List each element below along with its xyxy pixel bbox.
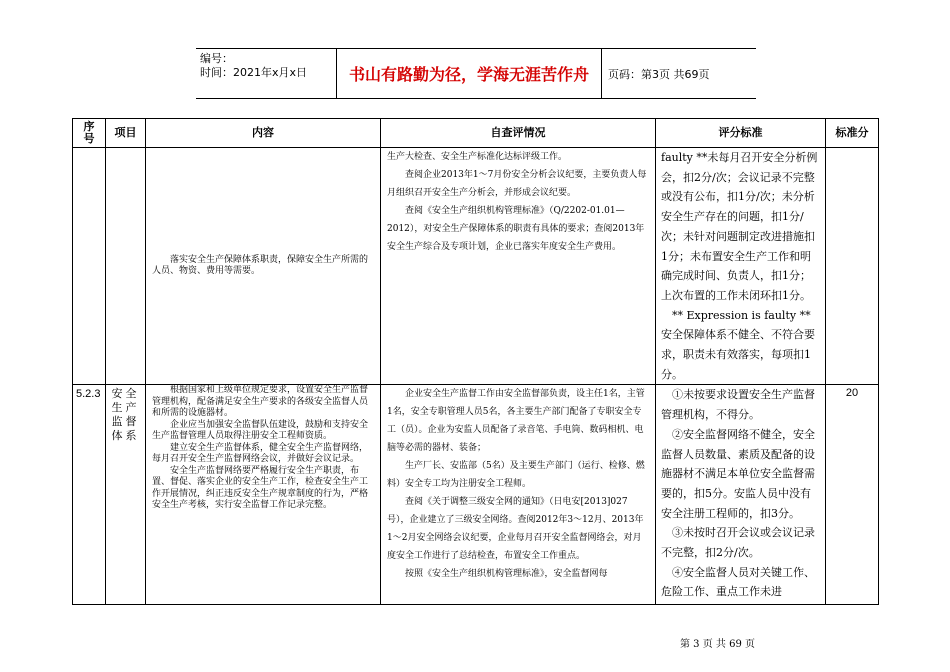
col-header-sn: 序号 xyxy=(73,119,106,148)
content-cell xyxy=(146,148,381,385)
std-cell xyxy=(656,385,826,605)
content-text: 企业应当加强安全监督队伍建设，鼓励和支持安全生产监督管理人员取得注册安全工程师资质。 xyxy=(152,419,369,442)
time-label: 时间：2021年x月x日 xyxy=(200,66,308,79)
check-text: 生产厂长、安监部（5名）及主要生产部门（运行、检修、燃料）安全专工均为注册安全工程师。 xyxy=(387,461,645,490)
content-text: 安全生产监督网络要严格履行安全生产职责，布置、督促、落实企业的安全生产工作，检查安全生产工作开展情况，纠正违反安全生产规章制度的行为，严格安全生产考核，实行安全监督工作记录完整。 xyxy=(152,465,369,511)
header-motto: 书山有路勤为径，学海无涯苦作舟 xyxy=(336,49,602,98)
item-cell: 安全生产监督体系 xyxy=(106,385,146,605)
header-page-label: 页码：第3页 共69页 xyxy=(608,67,710,81)
page-header xyxy=(196,48,756,99)
table-row xyxy=(73,385,879,605)
content-text: 根据国家和上级单位规定要求，设置安全生产监督管理机构，配备满足安全生产要求的各级安全监督人员和所需的设施器材。 xyxy=(152,385,369,419)
header-meta xyxy=(196,49,336,98)
sn-cell: 5.2.3 xyxy=(73,385,106,605)
check-cell xyxy=(381,148,656,385)
table-row xyxy=(73,148,879,385)
col-header-std: 评分标准 xyxy=(656,119,826,148)
sn-cell xyxy=(73,148,106,385)
col-header-content: 内容 xyxy=(146,119,381,148)
check-text: 生产大检查、安全生产标准化达标评级工作。 xyxy=(387,152,568,162)
col-header-item: 项目 xyxy=(106,119,146,148)
col-header-score: 标准分 xyxy=(826,119,879,148)
score-cell: 20 xyxy=(826,385,879,605)
evaluation-table xyxy=(72,118,879,605)
std-cell xyxy=(656,148,826,385)
table-header-row xyxy=(73,119,879,148)
content-cell xyxy=(146,385,381,605)
std-text: ②安全监督网络不健全，安全监督人员数量、素质及配备的设施器材不满足本单位安全监督需要的，扣5分。安监人员中没有安全注册工程师的，扣3分。 xyxy=(661,427,815,520)
check-cell xyxy=(381,385,656,605)
col-header-check: 自查评情况 xyxy=(381,119,656,148)
item-cell xyxy=(106,148,146,385)
std-text: faulty **未每月召开安全分析例会，扣2分/次；会议记录不完整或没有公布，扣1分/次；未分析安全生产存在的问题，扣1分/次；未针对问题制定改进措施扣1分；未布置安全生产工作和明确完成时间、负责人，扣1分；上次布置的工作未闭环扣1分。 xyxy=(661,151,818,302)
code-label: 编号： xyxy=(200,52,233,65)
page-footer: 第 3 页 共 69 页 xyxy=(680,639,755,650)
std-text: ①未按要求设置安全生产监督管理机构，不得分。 xyxy=(661,388,815,422)
content-text: 落实安全生产保障体系职责，保障安全生产所需的人员、物资、费用等需要。 xyxy=(152,254,369,277)
check-text: 查阅企业2013年1～7月份安全分析会议纪要，主要负责人每月组织召开安全生产分析会，并形成会议纪要。 xyxy=(387,170,647,198)
std-text: ** Expression is faulty **安全保障体系不健全、不符合要求，职责未有效落实，每项扣1分。 xyxy=(661,308,815,381)
score-cell xyxy=(826,148,879,385)
std-text: ④安全监督人员对关键工作、危险工作、重点工作未进 xyxy=(661,565,815,599)
check-text: 按照《安全生产组织机构管理标准》，安全监督网每 xyxy=(405,569,608,580)
std-text: ③未按时召开会议或会议记录不完整，扣2分/次。 xyxy=(661,526,815,560)
check-text: 企业安全生产监督工作由安全监督部负责，设主任1名，主管1名，安全专职管理人员5名，各主要生产部门配备了专职安全专工（员）。企业为安监人员配备了录音笔、手电筒、数码相机、电脑等必需的器材、装备； xyxy=(387,389,645,454)
check-text: 查阅《安全生产组织机构管理标准》（Q/2202-01.01—2012），对安全生产保障体系的职责有具体的要求；查阅2013年安全生产综合及专项计划，企业已落实年度安全生产费用。 xyxy=(387,206,645,252)
content-text: 建立安全生产监督体系，健全安全生产监督网络，每月召开安全生产监督网络会议，并做好会议记录。 xyxy=(152,442,369,465)
check-text: 查阅《关于调整三级安全网的通知》（日电安[2013]027号），企业建立了三级安全网络。查阅2012年3～12月、2013年1～2月安全网络会议纪要，企业每月召开安全监督网络会，对月度安全工作进行了总结检查，布置安全工作重点。 xyxy=(387,497,644,562)
